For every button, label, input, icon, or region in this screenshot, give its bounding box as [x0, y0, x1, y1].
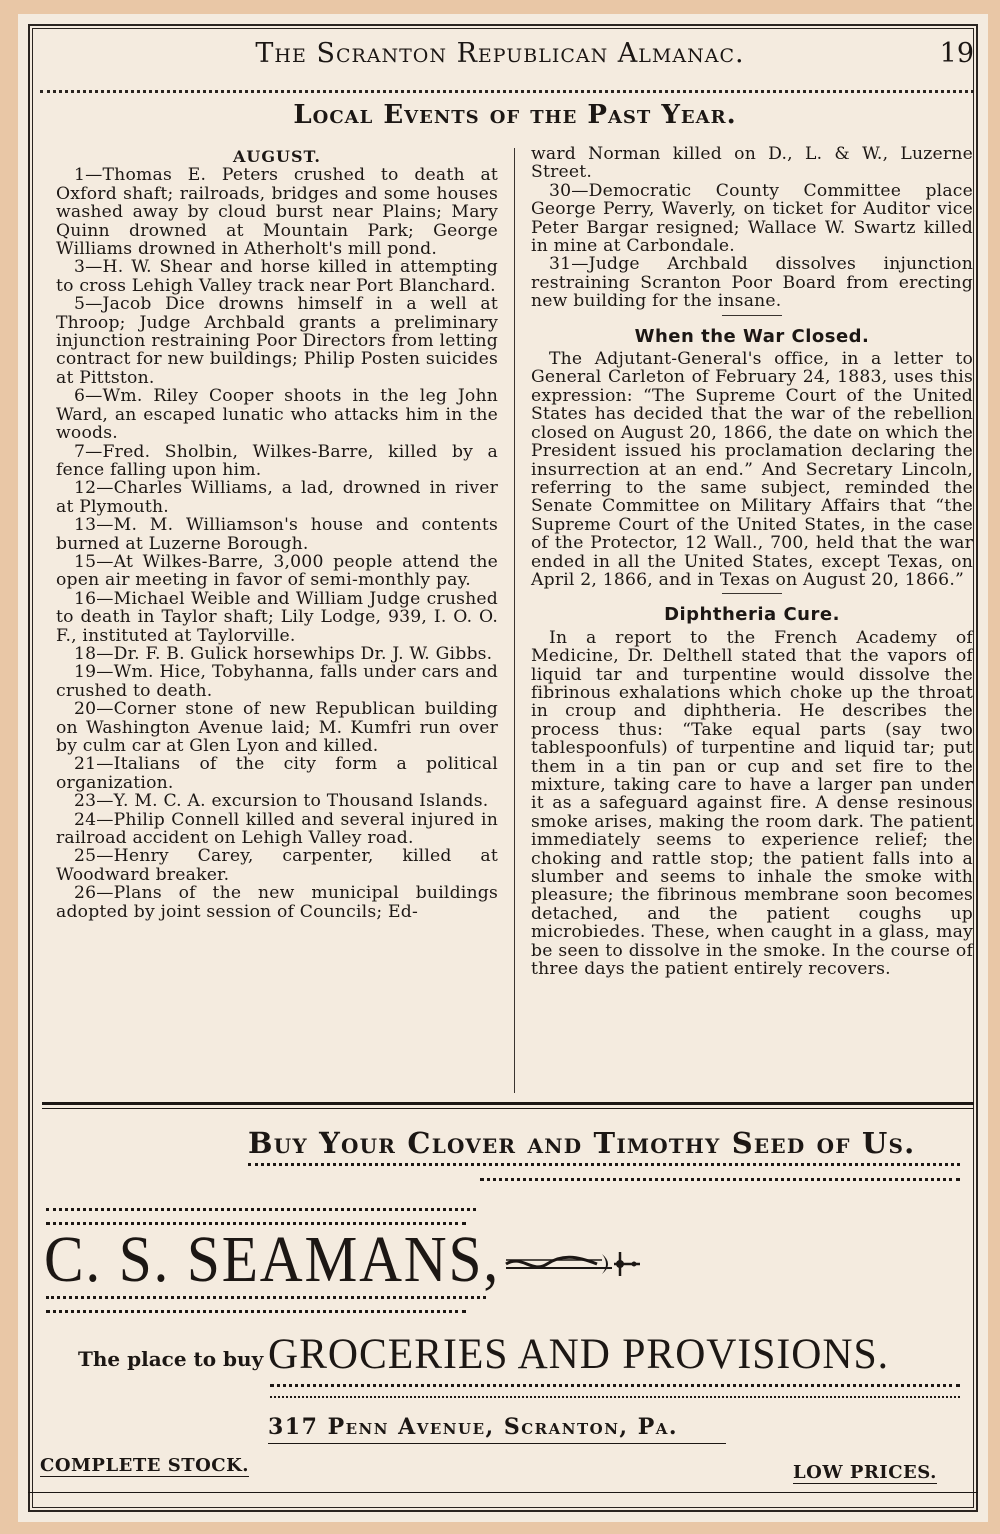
advert-note-right: LOW PRICES. — [793, 1462, 937, 1483]
event-entry: 25—Henry Carey, carpenter, killed at Woodward breaker. — [56, 846, 498, 885]
advert-address: 317 Penn Avenue, Scranton, Pa. — [268, 1414, 679, 1440]
event-entry: 5—Jacob Dice drowns himself in a well at Throop; Judge Archbald grants a preliminary injunction restraining Poor Directors from letting contract for new buildings; Philip Posten suicides at Pittston. — [56, 294, 498, 388]
event-entry: 19—Wm. Hice, Tobyhanna, falls under cars and crushed to death. — [56, 662, 498, 701]
right-column — [531, 145, 973, 978]
page-number: 19 — [939, 38, 974, 69]
left-column — [56, 148, 498, 921]
dotted-rule — [270, 1396, 960, 1398]
header-dotted-rule — [40, 90, 974, 93]
event-entry: 16—Michael Weible and William Judge crushed to death in Taylor shaft; Lily Lodge, 939, I. O. O. F., instituted at Taylorville. — [56, 588, 498, 646]
event-entry: 23—Y. M. C. A. excursion to Thousand Islands. — [74, 791, 489, 812]
event-entry: 3—H. W. Shear and horse killed in attempting to cross Lehigh Valley track near Port Blanchard. — [56, 257, 498, 296]
column-divider — [514, 148, 515, 1093]
month-heading: AUGUST. — [233, 147, 321, 166]
event-entry: 31—Judge Archbald dissolves injunction restraining Scranton Poor Board from erecting new building for the insane. — [531, 254, 973, 312]
event-entry: 12—Charles Williams, a lad, drowned in river at Plymouth. — [56, 478, 498, 517]
dotted-rule — [46, 1208, 476, 1211]
dotted-rule — [46, 1310, 466, 1313]
dotted-rule — [480, 1178, 960, 1181]
event-entry-continued: ward Norman killed on D., L. & W., Luzerne Street. — [531, 144, 973, 183]
advert-product-line: GROCERIES AND PROVISIONS. — [268, 1331, 890, 1378]
event-entry: 26—Plans of the new municipal buildings adopted by joint session of Councils; Ed- — [56, 883, 498, 922]
event-entry: 20—Corner stone of new Republican building on Washington Avenue laid; M. Kumfri run over by culm car at Glen Lyon and killed. — [56, 699, 498, 756]
diphtheria-text: In a report to the French Academy of Medicine, Dr. Delthell stated that the vapors of liquid tar and turpentine would dissolve the fibrinous exhalations which choke up the throat in croup and diphtheria. He describes the process thus: “Take equal parts (say two tablespoonfuls) of turpentine and liquid tar; put them in a tin pan or cup and set fire to the mixture, taking care to have a larger pan under it as a safeguard against fire. A dense resinous smoke arises, making the room dark. The patient immediately seems to experience relief; the choking and rattle stop; the patient falls into a slumber and seems to inhale the smoke with pleasure; the fibrinous membrane soon becomes detached, and the patient coughs up microbiedes. These, when caught in a glass, may be seen to dissolve in the smoke. In the course of three days the patient entirely recovers. — [531, 627, 973, 980]
merchant-name: C. S. SEAMANS, — [44, 1223, 500, 1296]
event-entry: 30—Democratic County Committee place George Perry, Waverly, on ticket for Auditor vice Peter Bargar resigned; Wallace W. Swartz killed in mine at Carbondale. — [531, 180, 973, 257]
running-header-title: The Scranton Republican Almanac. — [255, 38, 745, 69]
dotted-rule — [248, 1163, 960, 1166]
bottom-rule — [28, 1492, 978, 1493]
war-closed-text: The Adjutant-General's office, in a letter to General Carleton of February 24, 1883, uses this expression: “The Supreme Court of the United States has decided that the war of the rebellion closed on August 20, 1866, the date on which the President issued his proclamation declaring the insurrection at an end.” And Secretary Lincoln, referring to the same subject, reminded the Senate Committee on Military Affairs that “the Supreme Court of the United States, in the case of the Protector, 12 Wall., 700, held that the war ended in all the United States, except Texas, on April 2, 1866, and in Texas on August 20, 1866.” — [531, 349, 973, 590]
short-divider — [722, 315, 782, 316]
dotted-rule — [46, 1296, 486, 1299]
event-entry: 21—Italians of the city form a political organization. — [56, 754, 498, 793]
short-divider — [722, 593, 782, 594]
diphtheria-heading: Diphtheria Cure. — [664, 604, 840, 626]
advert-tagline: The place to buy — [78, 1347, 264, 1371]
event-entry: 7—Fred. Sholbin, Wilkes-Barre, killed by a fence falling upon him. — [56, 441, 498, 480]
event-entry: 18—Dr. F. B. Gulick horsewhips Dr. J. W. Gibbs. — [74, 643, 493, 664]
advert-headline: Buy Your Clover and Timothy Seed of Us. — [248, 1126, 916, 1160]
address-underline — [268, 1443, 726, 1444]
event-entry: 6—Wm. Riley Cooper shoots in the leg John Ward, an escaped lunatic who attacks him in the woods. — [56, 386, 498, 444]
section-title: Local Events of the Past Year. — [293, 100, 737, 130]
event-entry: 13—M. M. Williamson's house and contents burned at Luzerne Borough. — [56, 515, 498, 554]
advert-top-thick-rule — [42, 1102, 974, 1105]
event-entry: 24—Philip Connell killed and several injured in railroad accident on Lehigh Valley road. — [56, 809, 498, 849]
event-entry: 1—Thomas E. Peters crushed to death at Oxford shaft; railroads, bridges and some houses washed away by cloud burst near Plains; Mary Quinn drowned at Mountain Park; George Williams drowned in Atherholt's mill pond. — [56, 165, 498, 260]
event-entry: 15—At Wilkes-Barre, 3,000 people attend the open air meeting in favor of semi-monthly pay. — [56, 551, 498, 591]
war-closed-heading: When the War Closed. — [634, 325, 870, 347]
flourish-ornament-icon — [502, 1244, 652, 1284]
advert-note-left: COMPLETE STOCK. — [40, 1455, 250, 1476]
dotted-rule — [270, 1384, 960, 1387]
advert-top-thin-rule — [42, 1108, 974, 1109]
